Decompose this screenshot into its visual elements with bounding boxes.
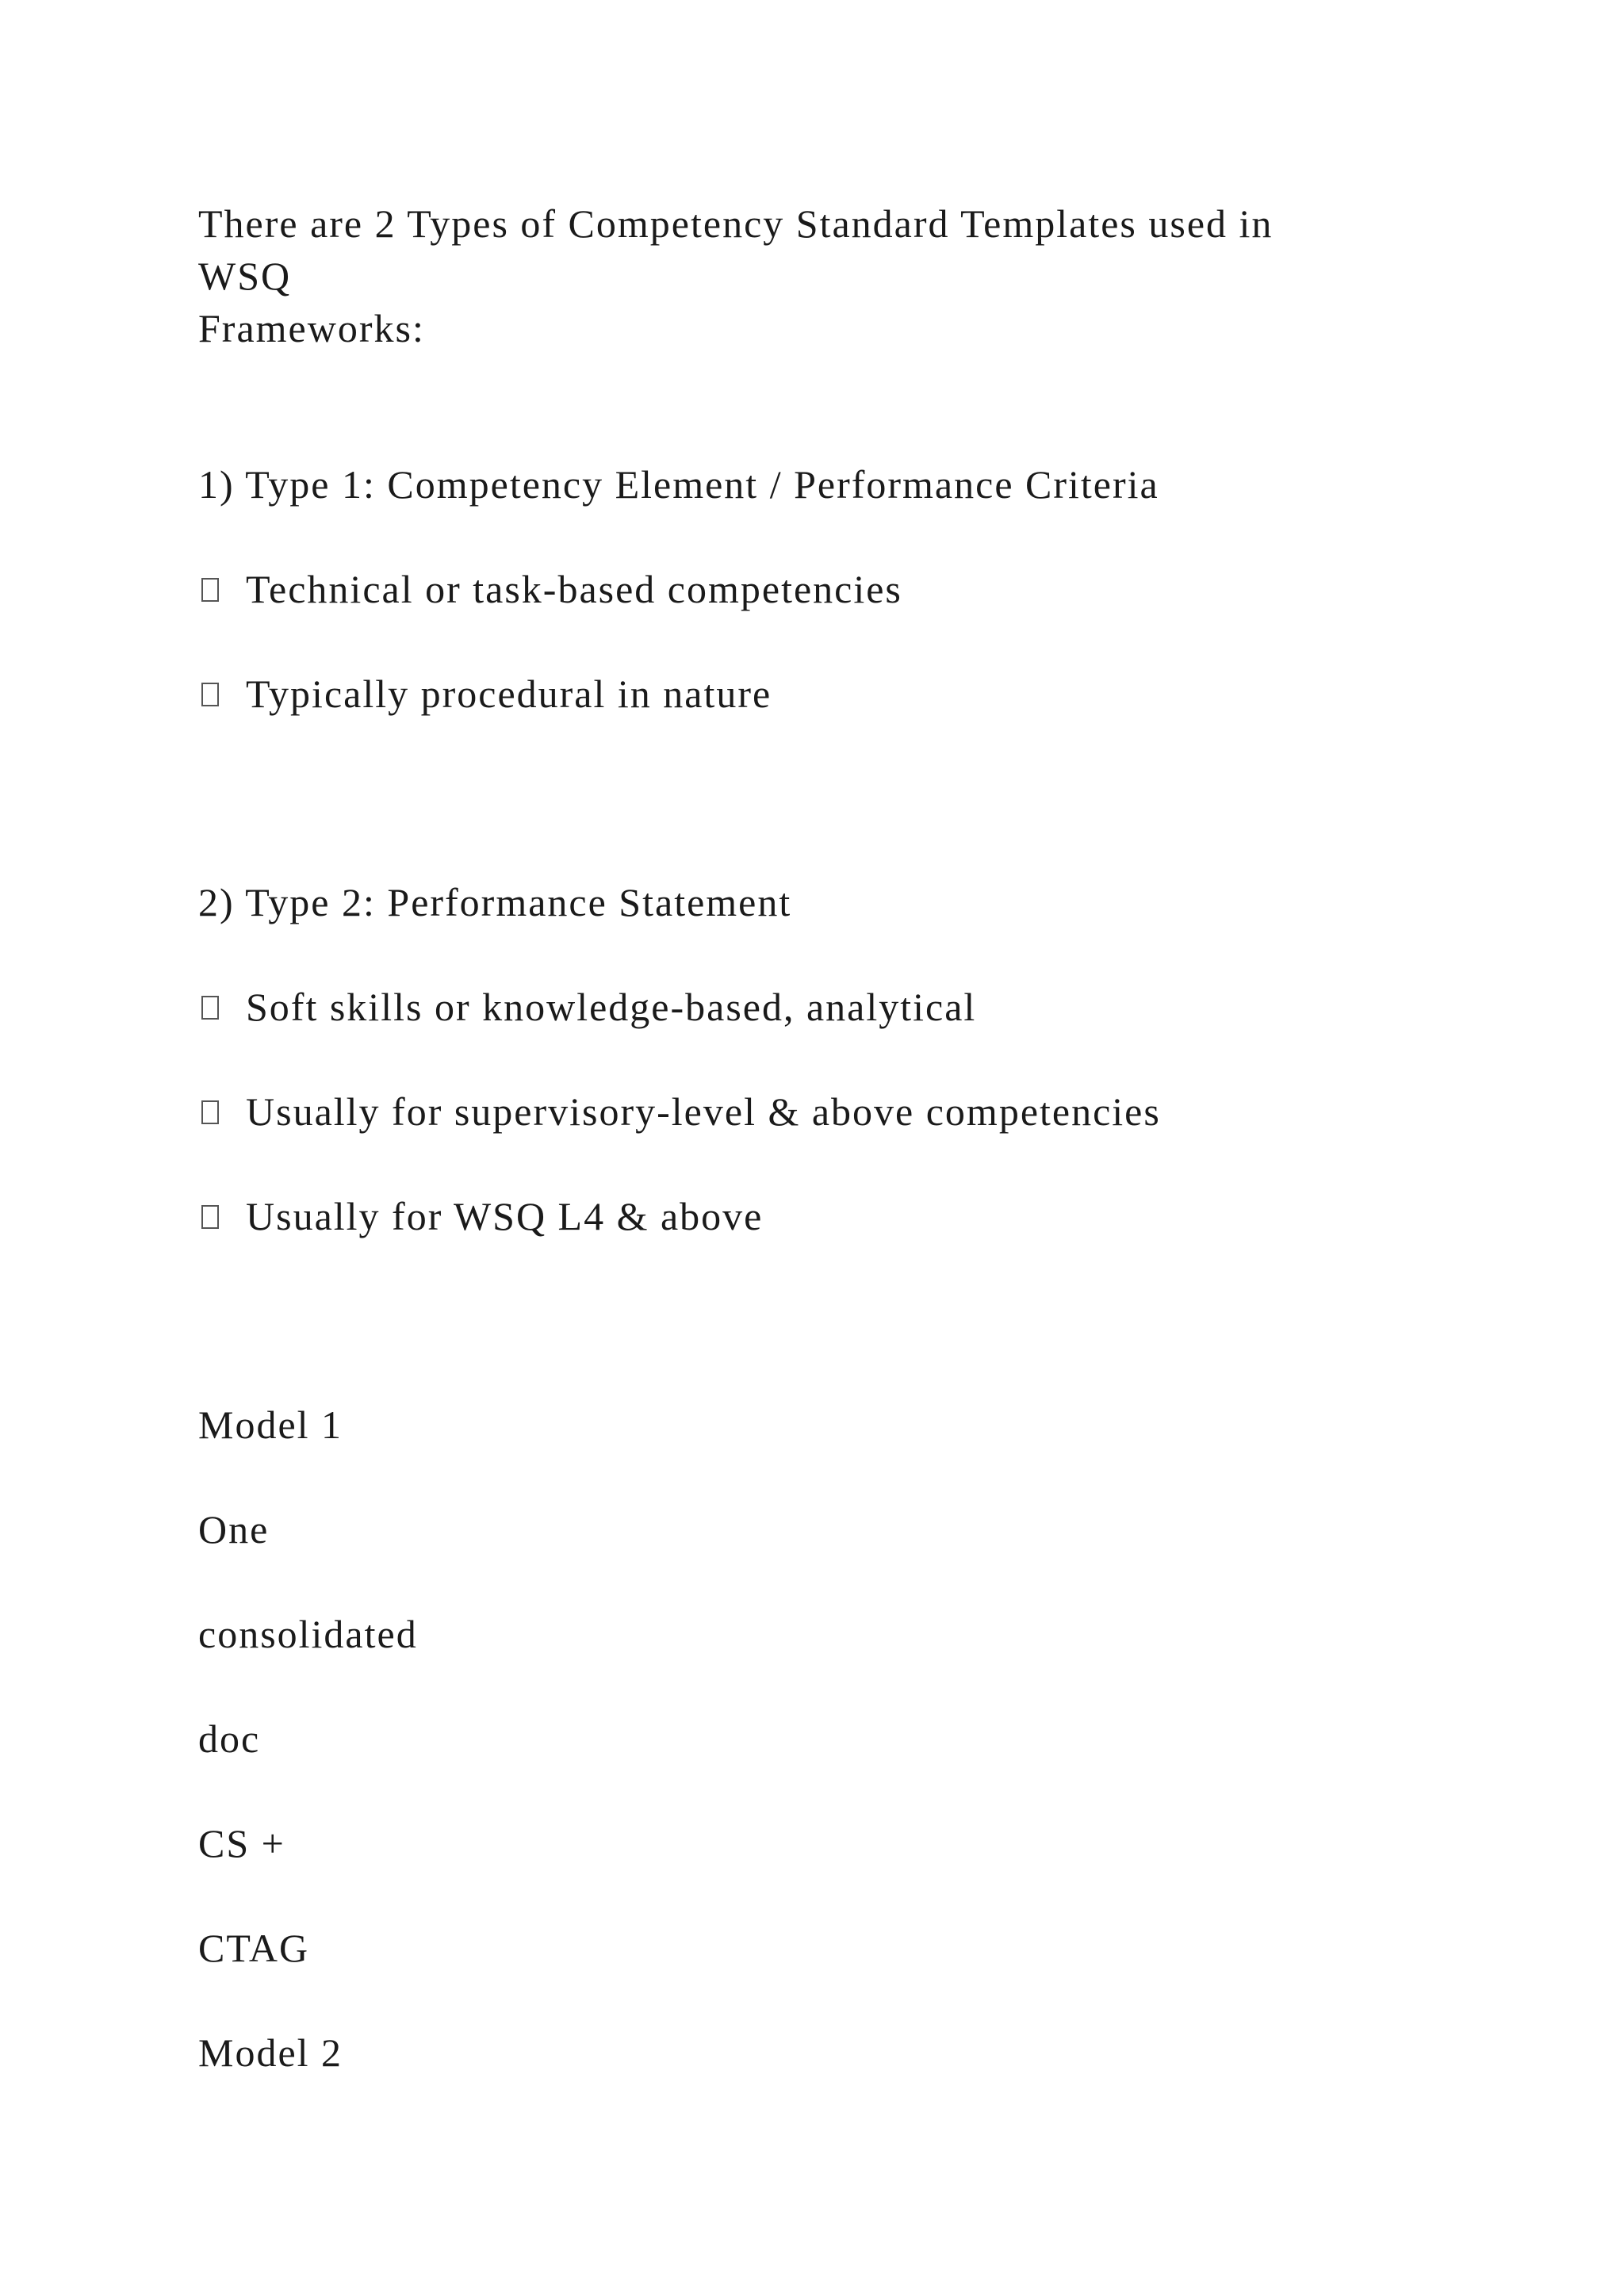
bullet-box-icon xyxy=(201,578,219,602)
model-line-3: consolidated xyxy=(198,1612,418,1656)
type2-bullet-2 xyxy=(201,1086,1161,1137)
type2-bullet-3 xyxy=(201,1191,763,1242)
model-line-4: doc xyxy=(198,1716,261,1761)
type1-bullet-1 xyxy=(201,564,902,614)
intro-line-1: There are 2 Types of Competency Standard Templates used in xyxy=(198,201,1274,246)
type2-heading: 2) Type 2: Performance Statement xyxy=(198,880,792,924)
intro-line-3: Frameworks: xyxy=(198,306,425,350)
model-line-2: One xyxy=(198,1507,270,1552)
model-line-6: CTAG xyxy=(198,1926,310,1970)
type2-bullet-1-text: Soft skills or knowledge-based, analytical xyxy=(246,985,977,1029)
type1-bullet-2 xyxy=(201,668,772,719)
bullet-box-icon xyxy=(201,996,219,1020)
type2-bullet-2-text: Usually for supervisory-level & above competencies xyxy=(246,1089,1161,1134)
intro-line-2: WSQ xyxy=(198,254,292,298)
type2-bullet-1 xyxy=(201,982,976,1032)
model-line-1: Model 1 xyxy=(198,1402,343,1447)
type1-heading: 1) Type 1: Competency Element / Performance Criteria xyxy=(198,462,1159,507)
bullet-box-icon xyxy=(201,1205,219,1229)
type2-bullet-3-text: Usually for WSQ L4 & above xyxy=(246,1194,764,1238)
model-line-7: Model 2 xyxy=(198,2030,343,2075)
type1-bullet-1-text: Technical or task-based competencies xyxy=(246,567,902,611)
type1-bullet-2-text: Typically procedural in nature xyxy=(246,672,772,716)
bullet-box-icon xyxy=(201,683,219,706)
model-line-5: CS + xyxy=(198,1821,285,1866)
bullet-box-icon xyxy=(201,1100,219,1124)
